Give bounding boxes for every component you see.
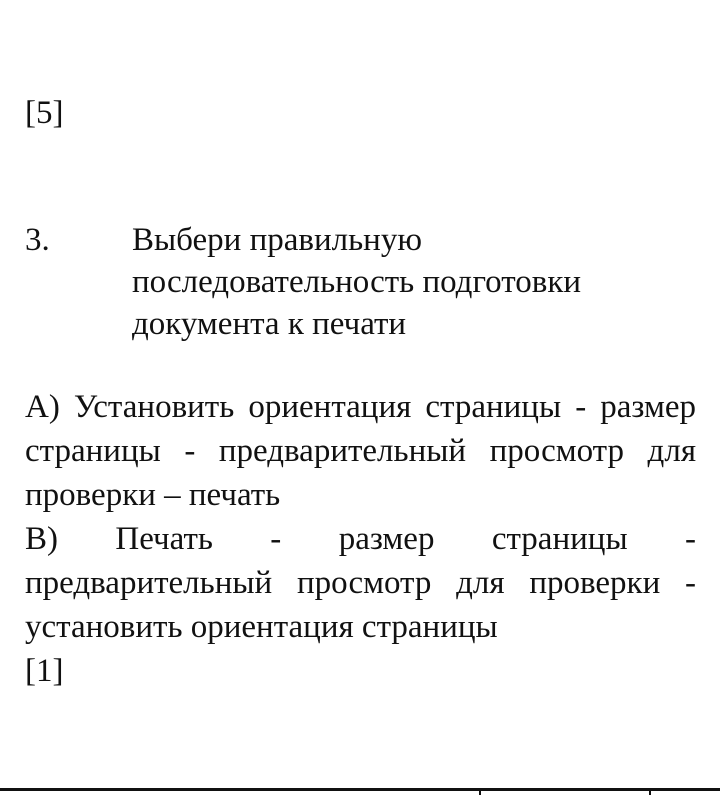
previous-question-marks: [5] (25, 95, 64, 131)
table-top-border (0, 788, 720, 795)
question-number: 3. (25, 222, 50, 258)
question-marks: [1] (25, 653, 64, 689)
table-column-divider (649, 791, 651, 795)
table-column-divider (479, 791, 481, 795)
option-a: A) Установить ориентация страницы - размер страницы - предварительный просмотр для проверки – печать (25, 389, 696, 513)
question-text: Выбери правильную последовательность подготовки документа к печати (132, 222, 582, 342)
answer-options (25, 385, 696, 693)
option-b: B) Печать - размер страницы - предварительный просмотр для проверки - установить ориентация страницы (25, 521, 696, 645)
